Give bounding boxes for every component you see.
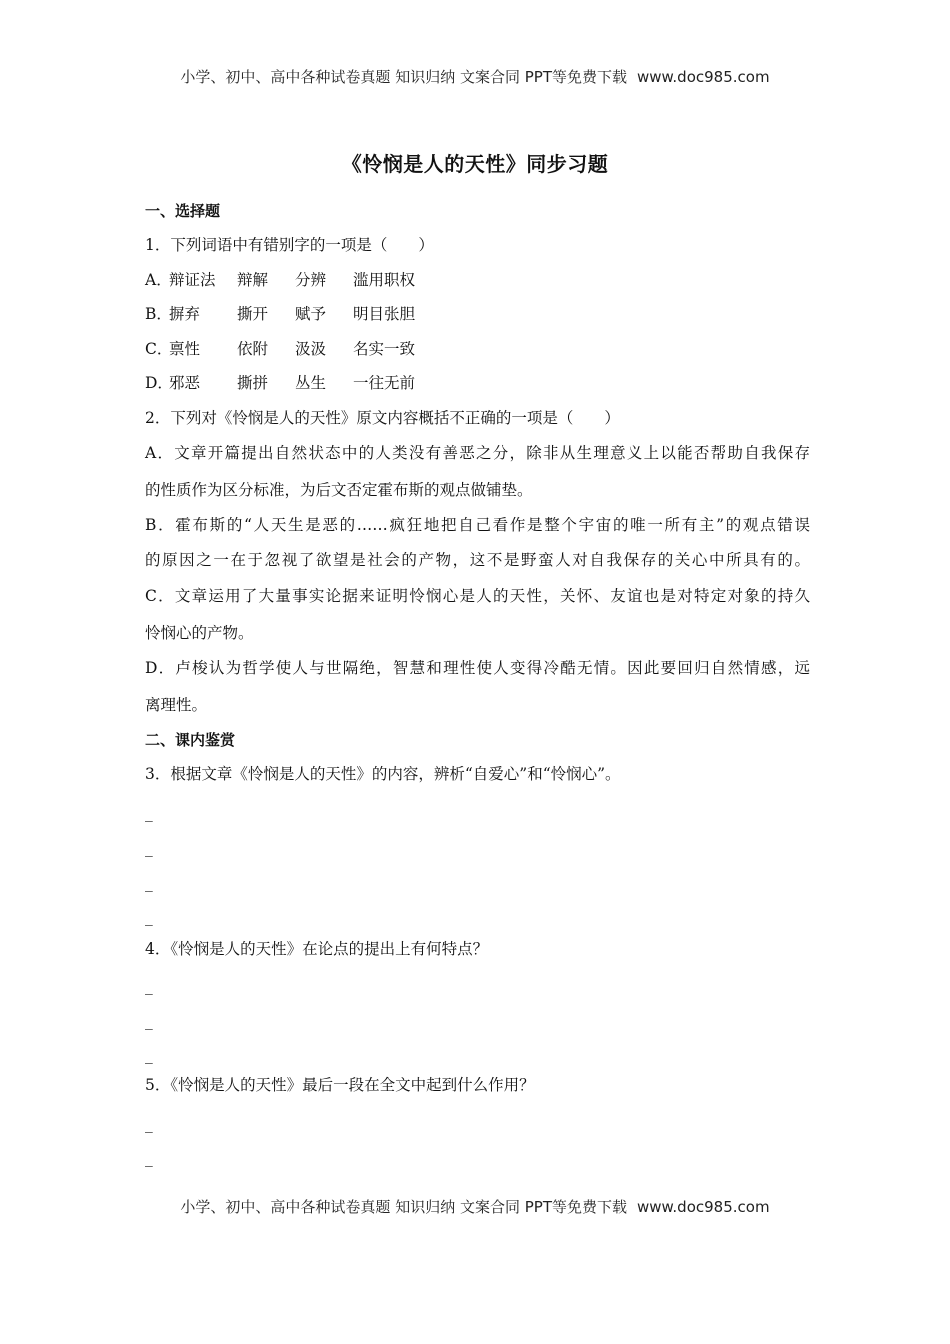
- option-label: B．: [145, 305, 172, 323]
- option-word: 一往无前: [353, 374, 416, 392]
- q2-option-a-line1: A．文章开篇提出自然状态中的人类没有善恶之分，除非从生理意义上以能否帮助自我保存: [145, 444, 810, 462]
- answer-blank[interactable]: _: [145, 1012, 153, 1030]
- option-word: 禀性: [169, 340, 201, 358]
- q2-option-a-line2: 的性质作为区分标准，为后文否定霍布斯的观点做铺垫。: [145, 481, 533, 499]
- question-4-stem: 4．《怜悯是人的天性》在论点的提出上有何特点？: [145, 940, 489, 958]
- option-word: 滥用职权: [353, 271, 416, 289]
- option-word: 撕拼: [237, 374, 269, 392]
- answer-blank[interactable]: _: [145, 804, 153, 822]
- option-word: 辩解: [237, 271, 269, 289]
- question-1-stem: 1．下列词语中有错别字的一项是（ ）: [145, 236, 434, 254]
- option-word: 摒弃: [169, 305, 201, 323]
- option-word: 汲汲: [295, 340, 327, 358]
- q2-option-c-line2: 怜悯心的产物。: [145, 624, 254, 642]
- q1-option-b: [145, 304, 810, 324]
- option-word: 邪恶: [169, 374, 201, 392]
- answer-blank[interactable]: _: [145, 1115, 153, 1133]
- q2-option-d-line2: 离理性。: [145, 696, 208, 714]
- question-3-stem: 3．根据文章《怜悯是人的天性》的内容，辨析“自爱心”和“怜悯心”。: [145, 765, 621, 783]
- answer-blank[interactable]: _: [145, 908, 153, 926]
- option-word: 明目张胆: [353, 305, 416, 323]
- section-heading-choice: 一、选择题: [145, 202, 221, 220]
- option-label: D．: [145, 374, 173, 392]
- answer-blank[interactable]: _: [145, 839, 153, 857]
- q1-option-a: [145, 270, 810, 290]
- section-heading-appreciation: 二、课内鉴赏: [145, 731, 236, 749]
- question-5-stem: 5．《怜悯是人的天性》最后一段在全文中起到什么作用？: [145, 1076, 535, 1094]
- option-label: A．: [145, 271, 172, 289]
- option-word: 丛生: [295, 374, 327, 392]
- header-url[interactable]: www.doc985.com: [636, 68, 770, 86]
- answer-blank[interactable]: _: [145, 977, 153, 995]
- answer-blank[interactable]: _: [145, 874, 153, 892]
- header-text: 小学、初中、高中各种试卷真题 知识归纳 文案合同 PPT等免费下载: [180, 68, 627, 86]
- option-word: 辩证法: [169, 271, 216, 289]
- q1-option-c: [145, 339, 810, 359]
- page-header: [0, 66, 950, 87]
- q2-option-d-line1: D．卢梭认为哲学使人与世隔绝，智慧和理性使人变得冷酷无情。因此要回归自然情感，远: [145, 659, 810, 677]
- option-word: 撕开: [237, 305, 269, 323]
- answer-blank[interactable]: _: [145, 1149, 153, 1167]
- q2-option-c-line1: C．文章运用了大量事实论据来证明怜悯心是人的天性，关怀、友谊也是对特定对象的持久: [145, 587, 810, 605]
- q2-option-b-line2: 的原因之一在于忽视了欲望是社会的产物，这不是野蛮人对自我保存的关心中所具有的。: [145, 551, 810, 569]
- option-word: 名实一致: [353, 340, 416, 358]
- page-footer: [0, 1196, 950, 1217]
- page-title: 《怜悯是人的天性》同步习题: [341, 152, 609, 176]
- option-word: 依附: [237, 340, 269, 358]
- option-label: C．: [145, 340, 173, 358]
- option-word: 分辨: [295, 271, 327, 289]
- q2-option-b-line1: B．霍布斯的“人天生是恶的……疯狂地把自己看作是整个宇宙的唯一所有主”的观点错误: [145, 516, 810, 534]
- q1-option-d: [145, 373, 810, 393]
- question-2-stem: 2．下列对《怜悯是人的天性》原文内容概括不正确的一项是（ ）: [145, 409, 620, 427]
- footer-text: 小学、初中、高中各种试卷真题 知识归纳 文案合同 PPT等免费下载: [180, 1198, 627, 1216]
- footer-url[interactable]: www.doc985.com: [636, 1198, 770, 1216]
- option-word: 赋予: [295, 305, 327, 323]
- answer-blank[interactable]: _: [145, 1046, 153, 1064]
